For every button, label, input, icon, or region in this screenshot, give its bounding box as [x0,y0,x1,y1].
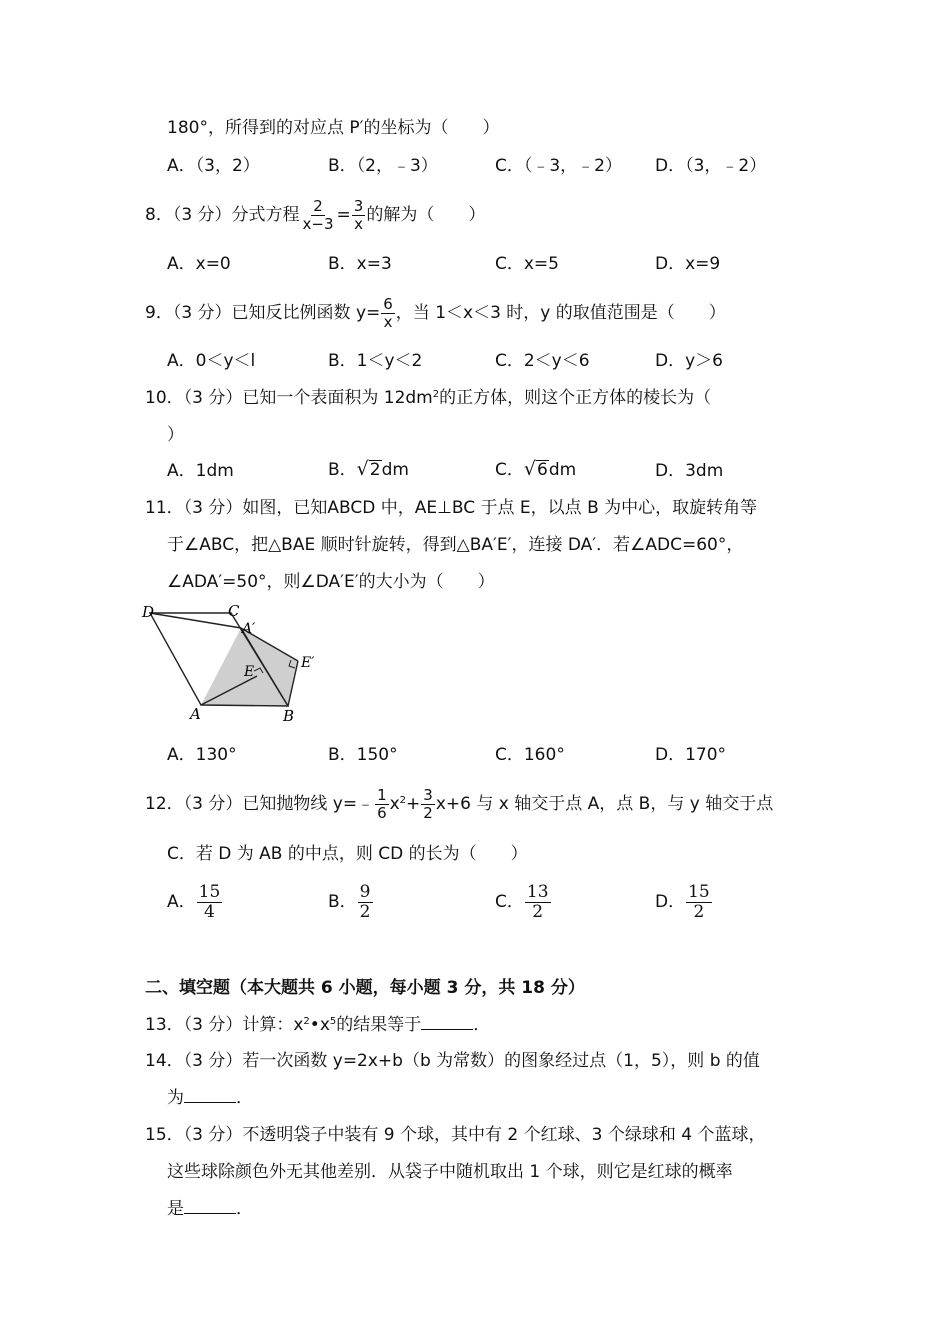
q12-option-b[interactable] [328,882,374,922]
q14-prefix: 为 [167,1088,184,1108]
q12-c-den: 2 [532,901,544,922]
q9-f-den: x [383,312,393,331]
q7-option-a[interactable]: A．（3，2） [167,156,260,176]
q11-line-2: 于∠ABC，把△BAE 顺时针旋转，得到△BA′E′，连接 DA′．若∠ADC=60°， [167,535,744,555]
q15-prefix: 是 [167,1199,184,1219]
label-a: A [190,705,201,723]
q12-c-fraction [525,883,551,922]
q15-answer-blank[interactable] [184,1199,236,1214]
q8-f1-den: x−3 [302,214,334,233]
q12-d-fraction [686,883,712,922]
q10-prefix: 10．（3 分）已知一个表面积为 12dm [145,388,433,408]
q12-f2-num: 3 [423,785,433,804]
q8-suffix: 的解为（ ） [366,205,486,225]
q9-option-c[interactable]: C．2＜y＜6 [495,351,590,371]
q12-prefix: 12．（3 分）已知抛物线 y=﹣ [145,794,375,814]
q10-b-label: B． [328,460,357,480]
q9-stem [145,294,726,332]
label-c: C [228,602,240,620]
q12-stem [145,783,773,825]
q15-line-2: 这些球除颜色外无其他差别．从袋子中随机取出 1 个球，则它是红球的概率 [167,1162,733,1182]
q12-x: x [389,794,400,814]
q14-end: ． [236,1088,253,1108]
q12-d-label: D． [655,892,686,912]
q9-fraction [381,296,395,331]
q11-option-b[interactable]: B．150° [328,745,398,765]
q8-fraction-left [301,198,336,233]
q12-option-c[interactable] [495,882,552,922]
q12-b-den: 2 [359,901,371,922]
q11-line-1: 11．（3 分）如图，已知ABCD 中，AE⊥BC 于点 E，以点 B 为中心，取旋转角等 [145,498,758,518]
q8-f2-den: x [354,214,364,233]
q12-a-fraction [197,883,223,922]
q12-d-den: 2 [693,901,705,922]
q8-option-c[interactable]: C．x=5 [495,254,559,274]
q10-c-radicand: 6 [536,460,548,480]
q11-option-a[interactable]: A．130° [167,745,237,765]
q13-mid: •x [309,1015,330,1035]
label-a-prime: A′ [242,621,256,637]
q9-option-b[interactable]: B．1＜y＜2 [328,351,423,371]
q8-option-a[interactable]: A．x=0 [167,254,231,274]
label-d: D [142,603,155,621]
q10-option-b[interactable] [328,459,409,480]
q11-geometry-figure [140,600,330,724]
q13-sup-2: 5 [329,1016,337,1027]
q12-fraction-1 [375,787,389,822]
q12-c-label: C． [495,892,524,912]
q9-suffix: ，当 1＜x＜3 时，y 的取值范围是（ ） [395,303,726,323]
q10-option-d[interactable]: D．3dm [655,461,724,481]
q13-prefix: 13．（3 分）计算：x [145,1015,304,1035]
q12-b-fraction [358,883,373,922]
q14-line-2 [167,1088,253,1108]
q12-d-num: 15 [688,881,710,902]
q13-suffix: 的结果等于 [336,1015,422,1035]
q10-b-unit: dm [381,460,409,480]
q10-option-c[interactable] [495,459,576,480]
q13-end: ． [473,1015,491,1035]
q9-option-d[interactable]: D．y＞6 [655,351,723,371]
q10-c-label: C． [495,460,524,480]
q8-stem [145,196,485,234]
q15-end: ． [236,1199,253,1219]
section-2-heading: 二、填空题（本大题共 6 小题，每小题 3 分，共 18 分） [145,978,585,998]
q7-option-d[interactable]: D．（3，﹣2） [655,156,767,176]
label-b: B [283,707,295,724]
q12-c-num: 13 [526,881,549,902]
q12-a-num: 15 [198,881,221,902]
q13-stem [145,1015,490,1035]
q13-answer-blank[interactable] [421,1015,473,1030]
q7-option-c[interactable]: C．（﹣3，﹣2） [495,156,623,176]
q10-option-a[interactable]: A．1dm [167,461,234,481]
q11-option-d[interactable]: D．170° [655,745,727,765]
q15-line-1: 15．（3 分）不透明袋子中装有 9 个球，其中有 2 个红球、3 个绿球和 4 个蓝球， [145,1125,766,1145]
q14-answer-blank[interactable] [184,1088,236,1103]
q8-f1-num: 2 [313,196,323,215]
q9-f-num: 6 [383,294,393,313]
label-e-prime: E′ [301,655,315,671]
q8-equals: = [336,205,351,225]
q12-plus: + [406,794,421,814]
q12-option-a[interactable] [167,882,223,922]
q9-option-a[interactable]: A．0＜y＜l [167,351,256,371]
q10-superscript: 2 [432,389,440,400]
q8-f2-num: 3 [353,196,364,215]
q8-prefix: 8．（3 分）分式方程 [145,205,300,225]
q7-option-b[interactable]: B．（2，﹣3） [328,156,438,176]
q7-continuation: 180°，所得到的对应点 P′的坐标为（ ） [167,118,500,138]
q12-f2-den: 2 [423,803,433,822]
q11-line-3: ∠ADA′=50°，则∠DA′E′的大小为（ ） [167,572,495,592]
q13-sup-1: 2 [303,1016,310,1027]
q12-continuation: C．若 D 为 AB 的中点，则 CD 的长为（ ） [167,844,528,864]
q12-a-den: 4 [204,901,215,922]
q12-a-label: A． [167,892,196,912]
q10-c-unit: dm [548,460,577,480]
q12-suffix: x+6 与 x 轴交于点 A，点 B，与 y 轴交于点 [435,794,774,814]
q12-fraction-2 [421,787,435,822]
sqrt-icon: √ 6 [523,458,548,480]
q10-suffix: 的正方体，则这个正方体的棱长为（ [439,388,712,408]
q12-b-num: 9 [359,881,371,902]
q10-stem [145,388,711,408]
label-e: E [244,664,255,680]
q12-sup: 2 [399,795,407,806]
q10-continuation: ） [167,425,184,445]
q8-option-b[interactable]: B．x=3 [328,254,392,274]
q12-option-d[interactable] [655,882,713,922]
sqrt-icon: √ 2 [356,458,381,480]
q12-f1-num: 1 [377,785,387,804]
q9-prefix: 9．（3 分）已知反比例函数 y= [145,303,381,323]
q11-option-c[interactable]: C．160° [495,745,565,765]
q8-fraction-right [352,198,366,233]
q15-line-3 [167,1199,253,1219]
q12-f1-den: 6 [377,803,387,822]
q8-option-d[interactable]: D．x=9 [655,254,721,274]
q14-line-1: 14．（3 分）若一次函数 y=2x+b（b 为常数）的图象经过点（1，5），则 b 的值 [145,1051,760,1071]
q10-b-radicand: 2 [369,460,381,480]
q12-b-label: B． [328,892,357,912]
